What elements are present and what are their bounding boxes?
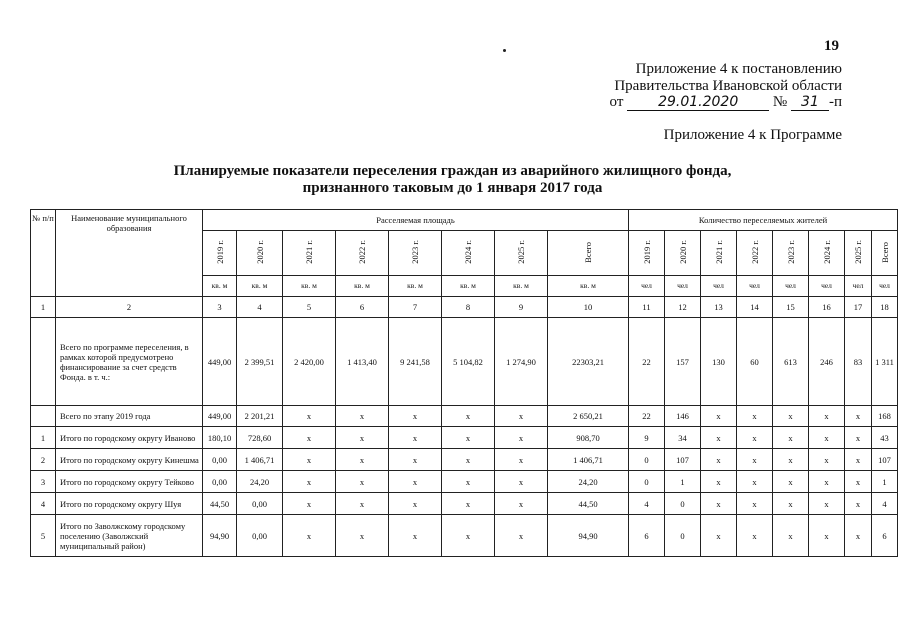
area-value-cell: x (442, 471, 495, 493)
row-number: 1 (31, 427, 56, 449)
municipality-name: Итого по городскому округу Кинешма (56, 449, 203, 471)
people-value-cell: x (773, 493, 809, 515)
people-value-cell: x (845, 427, 872, 449)
area-value-cell: 0,00 (203, 449, 237, 471)
people-value-cell: 0 (629, 471, 665, 493)
col-header-number: № п/п (31, 210, 56, 297)
unit-cell: чел (773, 276, 809, 297)
number-label: № (772, 94, 788, 110)
area-value-cell: x (495, 515, 548, 557)
area-value-cell: x (389, 493, 442, 515)
column-number: 7 (389, 297, 442, 318)
people-value-cell: 0 (629, 449, 665, 471)
people-value-cell: 157 (665, 318, 701, 406)
area-value-cell: x (389, 449, 442, 471)
unit-cell: кв. м (237, 276, 283, 297)
table-row (31, 318, 898, 406)
area-value-cell: x (336, 449, 389, 471)
area-value-cell: 449,00 (203, 406, 237, 427)
municipality-name: Итого по городскому округу Тейково (56, 471, 203, 493)
column-number: 16 (809, 297, 845, 318)
people-value-cell: x (845, 515, 872, 557)
unit-cell: чел (737, 276, 773, 297)
people-value-cell: x (809, 493, 845, 515)
area-value-cell: x (495, 493, 548, 515)
table-row (31, 406, 898, 427)
column-number-row (31, 297, 898, 318)
unit-cell: чел (809, 276, 845, 297)
column-number: 8 (442, 297, 495, 318)
municipality-name: Итого по городскому округу Шуя (56, 493, 203, 515)
area-value-cell: x (389, 515, 442, 557)
people-value-cell: x (845, 406, 872, 427)
people-value-cell: x (809, 449, 845, 471)
column-number: 15 (773, 297, 809, 318)
people-value-cell: x (809, 515, 845, 557)
area-value-cell: 1 413,40 (336, 318, 389, 406)
column-number: 12 (665, 297, 701, 318)
people-value-cell: x (701, 449, 737, 471)
area-value-cell: 44,50 (548, 493, 629, 515)
area-value-cell: 94,90 (548, 515, 629, 557)
unit-cell: кв. м (495, 276, 548, 297)
people-value-cell: x (737, 449, 773, 471)
area-value-cell: 24,20 (237, 471, 283, 493)
area-year-header: 2024 г. (442, 231, 495, 276)
people-value-cell: 22 (629, 406, 665, 427)
area-value-cell: x (283, 493, 336, 515)
area-year-header: 2025 г. (495, 231, 548, 276)
column-number: 2 (56, 297, 203, 318)
column-number: 1 (31, 297, 56, 318)
column-number: 17 (845, 297, 872, 318)
people-value-cell: 9 (629, 427, 665, 449)
people-value-cell: x (701, 493, 737, 515)
area-value-cell: x (336, 427, 389, 449)
row-number (31, 406, 56, 427)
area-year-header: 2019 г. (203, 231, 237, 276)
people-value-cell: 4 (629, 493, 665, 515)
row-number: 2 (31, 449, 56, 471)
document-title-line-2: признанного таковым до 1 января 2017 года (302, 180, 603, 196)
area-value-cell: x (442, 427, 495, 449)
people-value-cell: 613 (773, 318, 809, 406)
unit-cell: чел (872, 276, 898, 297)
area-value-cell: x (336, 493, 389, 515)
document-title-line-1: Планируемые показатели переселения граждан из аварийного жилищного фонда, (173, 163, 732, 179)
unit-cell: кв. м (442, 276, 495, 297)
people-value-cell: 1 311 (872, 318, 898, 406)
handwritten-number: 31 (791, 95, 829, 111)
people-year-header: 2023 г. (773, 231, 809, 276)
people-year-header: 2021 г. (701, 231, 737, 276)
area-value-cell: x (389, 406, 442, 427)
people-value-cell: x (845, 471, 872, 493)
unit-cell: чел (701, 276, 737, 297)
people-value-cell: 34 (665, 427, 701, 449)
people-value-cell: 107 (872, 449, 898, 471)
row-number: 4 (31, 493, 56, 515)
row-number (31, 318, 56, 406)
area-value-cell: 1 406,71 (548, 449, 629, 471)
people-value-cell: 0 (665, 493, 701, 515)
municipality-name: Всего по этапу 2019 года (56, 406, 203, 427)
municipality-name: Всего по программе переселения, в рамках которой предусмотрено финансирование за счет средств Фонда. в т. ч.: (56, 318, 203, 406)
header-program-appendix: Приложение 4 к Программе (663, 127, 842, 143)
people-value-cell: x (701, 515, 737, 557)
people-value-cell: x (701, 406, 737, 427)
people-value-cell: 107 (665, 449, 701, 471)
area-value-cell: x (336, 471, 389, 493)
handwritten-date: 29.01.2020 (627, 95, 769, 111)
area-value-cell: 2 420,00 (283, 318, 336, 406)
area-value-cell: 24,20 (548, 471, 629, 493)
people-value-cell: x (737, 515, 773, 557)
area-value-cell: 2 201,21 (237, 406, 283, 427)
people-value-cell: 246 (809, 318, 845, 406)
people-year-header: 2025 г. (845, 231, 872, 276)
area-value-cell: x (495, 406, 548, 427)
people-value-cell: x (845, 449, 872, 471)
from-label: от (609, 94, 624, 110)
area-value-cell: x (442, 406, 495, 427)
area-value-cell: 9 241,58 (389, 318, 442, 406)
people-value-cell: 146 (665, 406, 701, 427)
area-value-cell: x (336, 515, 389, 557)
area-value-cell: x (389, 471, 442, 493)
area-value-cell: 1 274,90 (495, 318, 548, 406)
column-number: 18 (872, 297, 898, 318)
unit-cell: кв. м (203, 276, 237, 297)
people-value-cell: x (737, 427, 773, 449)
people-total-header: Всего (872, 231, 898, 276)
people-value-cell: x (701, 471, 737, 493)
area-value-cell: x (442, 449, 495, 471)
table-row (31, 449, 898, 471)
municipality-name: Итого по городскому округу Иваново (56, 427, 203, 449)
area-year-header: 2020 г. (237, 231, 283, 276)
column-number: 4 (237, 297, 283, 318)
unit-cell: кв. м (283, 276, 336, 297)
number-suffix: -п (828, 94, 842, 110)
column-number: 11 (629, 297, 665, 318)
unit-cell: чел (845, 276, 872, 297)
row-number: 5 (31, 515, 56, 557)
area-value-cell: 0,00 (237, 493, 283, 515)
area-value-cell: x (283, 471, 336, 493)
area-value-cell: x (442, 515, 495, 557)
people-value-cell: x (737, 471, 773, 493)
header-line-2: Правительства Ивановской области (614, 78, 842, 94)
page-number: 19 (824, 38, 839, 54)
area-value-cell: x (283, 427, 336, 449)
area-total-header: Всего (548, 231, 629, 276)
area-value-cell: 22303,21 (548, 318, 629, 406)
people-value-cell: x (737, 493, 773, 515)
people-value-cell: x (773, 515, 809, 557)
column-number: 14 (737, 297, 773, 318)
group-header-people: Количество переселяемых жителей (629, 210, 898, 231)
column-number: 9 (495, 297, 548, 318)
area-value-cell: x (283, 406, 336, 427)
people-value-cell: x (773, 427, 809, 449)
area-value-cell: 0,00 (203, 471, 237, 493)
table-row (31, 427, 898, 449)
people-value-cell: x (809, 406, 845, 427)
column-number: 13 (701, 297, 737, 318)
people-value-cell: 6 (629, 515, 665, 557)
people-value-cell: 43 (872, 427, 898, 449)
area-value-cell: 1 406,71 (237, 449, 283, 471)
area-value-cell: x (283, 515, 336, 557)
people-year-header: 2019 г. (629, 231, 665, 276)
people-value-cell: 168 (872, 406, 898, 427)
header-line-3 (610, 94, 842, 111)
people-year-header: 2024 г. (809, 231, 845, 276)
municipality-name: Итого по Заволжскому городскому поселению (Заволжский муниципальный район) (56, 515, 203, 557)
unit-cell: чел (665, 276, 701, 297)
area-year-header: 2021 г. (283, 231, 336, 276)
header-line-1: Приложение 4 к постановлению (635, 61, 842, 77)
area-value-cell: x (495, 471, 548, 493)
area-value-cell: x (442, 493, 495, 515)
people-value-cell: 1 (665, 471, 701, 493)
people-value-cell: 22 (629, 318, 665, 406)
unit-cell: кв. м (389, 276, 442, 297)
people-value-cell: 4 (872, 493, 898, 515)
area-value-cell: 908,70 (548, 427, 629, 449)
area-value-cell: 94,90 (203, 515, 237, 557)
area-value-cell: x (389, 427, 442, 449)
people-value-cell: 0 (665, 515, 701, 557)
column-number: 5 (283, 297, 336, 318)
people-value-cell: x (773, 406, 809, 427)
people-value-cell: x (773, 471, 809, 493)
table-row (31, 515, 898, 557)
area-value-cell: 44,50 (203, 493, 237, 515)
area-value-cell: 180,10 (203, 427, 237, 449)
area-value-cell: x (283, 449, 336, 471)
area-value-cell: 2 650,21 (548, 406, 629, 427)
people-value-cell: 6 (872, 515, 898, 557)
people-value-cell: x (737, 406, 773, 427)
table-row (31, 471, 898, 493)
col-header-name: Наименование муниципального образования (56, 210, 203, 297)
area-value-cell: x (495, 427, 548, 449)
column-number: 3 (203, 297, 237, 318)
people-value-cell: 130 (701, 318, 737, 406)
unit-cell: чел (629, 276, 665, 297)
area-value-cell: 728,60 (237, 427, 283, 449)
table-row (31, 493, 898, 515)
resettlement-table (30, 209, 898, 557)
people-value-cell: 83 (845, 318, 872, 406)
area-value-cell: 2 399,51 (237, 318, 283, 406)
area-value-cell: x (495, 449, 548, 471)
unit-cell: кв. м (336, 276, 389, 297)
people-value-cell: x (773, 449, 809, 471)
people-value-cell: x (809, 471, 845, 493)
people-value-cell: 1 (872, 471, 898, 493)
column-number: 10 (548, 297, 629, 318)
people-year-header: 2020 г. (665, 231, 701, 276)
area-value-cell: x (336, 406, 389, 427)
column-number: 6 (336, 297, 389, 318)
area-value-cell: 5 104,82 (442, 318, 495, 406)
people-value-cell: x (701, 427, 737, 449)
area-year-header: 2022 г. (336, 231, 389, 276)
people-value-cell: x (809, 427, 845, 449)
area-value-cell: 449,00 (203, 318, 237, 406)
unit-cell: кв. м (548, 276, 629, 297)
scan-speck (503, 49, 506, 52)
table-body (31, 318, 898, 557)
area-year-header: 2023 г. (389, 231, 442, 276)
row-number: 3 (31, 471, 56, 493)
group-header-area: Расселяемая площадь (203, 210, 629, 231)
people-value-cell: 60 (737, 318, 773, 406)
people-year-header: 2022 г. (737, 231, 773, 276)
area-value-cell: 0,00 (237, 515, 283, 557)
people-value-cell: x (845, 493, 872, 515)
